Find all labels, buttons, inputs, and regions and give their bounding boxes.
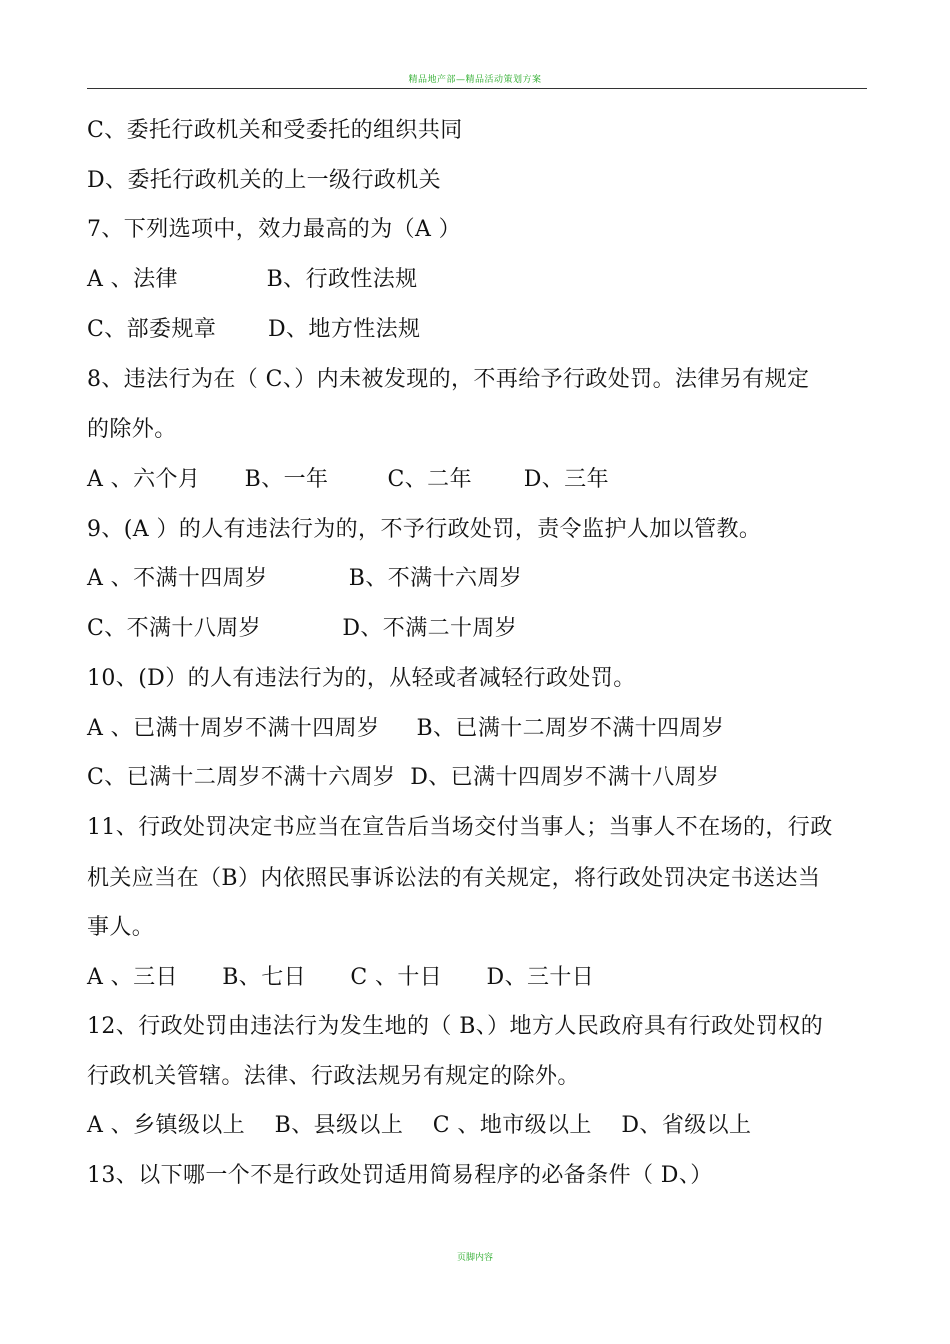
page-footer-text: 页脚内容 <box>456 1253 493 1263</box>
option-line: A 、法律 B、行政性法规 <box>87 267 418 292</box>
question-line: 9、(A ）的人有违法行为的，不予行政处罚，责令监护人加以管教。 <box>87 517 762 542</box>
text-line: 行政机关管辖。法律、行政法规另有规定的除外。 <box>87 1064 580 1089</box>
option-line: C、部委规章 D、地方性法规 <box>87 317 421 342</box>
question-line: 10、(D）的人有违法行为的，从轻或者减轻行政处罚。 <box>87 666 636 691</box>
option-line: C、已满十二周岁不满十六周岁 D、已满十四周岁不满十八周岁 <box>87 765 720 790</box>
text-line: 事人。 <box>87 915 155 940</box>
question-line: 8、违法行为在（ C、）内未被发现的，不再给予行政处罚。法律另有规定 <box>87 367 810 392</box>
option-line: A 、乡镇级以上 B、县级以上 C 、地市级以上 D、省级以上 <box>87 1113 752 1138</box>
question-line: 7、下列选项中，效力最高的为（A ） <box>87 217 462 242</box>
option-line: C、不满十八周岁 D、不满二十周岁 <box>87 616 518 641</box>
option-line: A 、六个月 B、一年 C、二年 D、三年 <box>87 467 609 492</box>
text-line: 的除外。 <box>87 417 177 442</box>
header-divider <box>87 88 867 89</box>
question-line: 12、行政处罚由违法行为发生地的（ B、）地方人民政府具有行政处罚权的 <box>87 1014 824 1039</box>
option-line: A 、不满十四周岁 B、不满十六周岁 <box>87 566 523 591</box>
text-line: D、委托行政机关的上一级行政机关 <box>87 168 442 193</box>
text-line: C、委托行政机关和受委托的组织共同 <box>87 118 463 143</box>
page-header-text: 精品地产部—精品活动策划方案 <box>408 75 542 85</box>
text-line: 机关应当在（B）内依照民事诉讼法的有关规定，将行政处罚决定书送达当 <box>87 866 821 891</box>
question-line: 13、以下哪一个不是行政处罚适用简易程序的必备条件（ D、） <box>87 1163 713 1188</box>
option-line: A 、三日 B、七日 C 、十日 D、三十日 <box>87 965 595 990</box>
question-line: 11、行政处罚决定书应当在宣告后当场交付当事人；当事人不在场的，行政 <box>87 815 833 840</box>
option-line: A 、已满十周岁不满十四周岁 B、已满十二周岁不满十四周岁 <box>87 716 725 741</box>
